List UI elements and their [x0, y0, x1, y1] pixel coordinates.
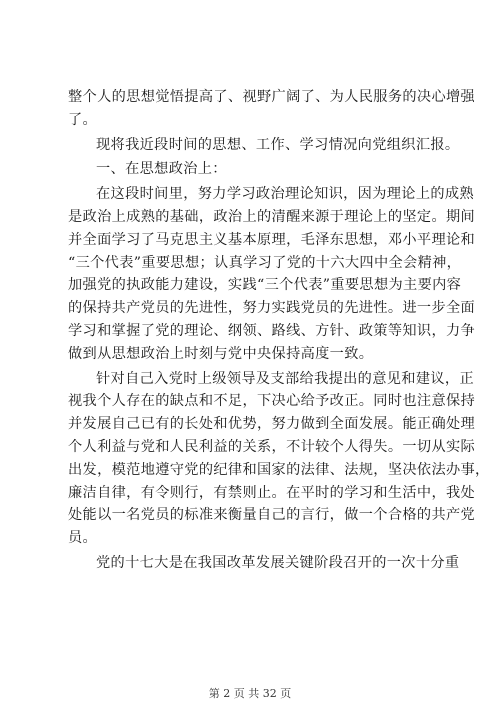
text-line: 视我个人存在的缺点和不足，下决心给予改正。同时也注意保持 [68, 393, 476, 410]
text-line: 并全面学习了马克思主义基本原理，毛泽东思想，邓小平理论和 [68, 231, 476, 248]
text-line: 员。 [68, 530, 98, 547]
paragraph-2 [68, 134, 460, 157]
text-line: “三个代表”重要思想；认真学习了党的十六大四中全会精神， [68, 254, 462, 271]
text-line: 整个人的思想觉悟提高了、视野广阔了、为人民服务的决心增强 [68, 89, 476, 105]
paragraph-6 [68, 552, 460, 575]
text-line: 做到从思想政治上时刻与党中央保持高度一致。 [68, 345, 374, 362]
paragraph-1 [68, 86, 476, 132]
text-line: 是政治上成熟的基础，政治上的清醒来源于理论上的坚定。期间 [68, 208, 476, 225]
text-line: 在这段时间里，努力学习政治理论知识，因为理论上的成熟 [96, 186, 474, 203]
text-line: 一、在思想政治上： [96, 161, 227, 178]
text-line: 廉洁自律，有令则行，有禁则止。在平时的学习和生活中，我处 [68, 484, 476, 501]
page-number-footer: 第 2 页 共 32 页 [208, 687, 292, 700]
text-line: 的保持共产党员的先进性，努力实践党员的先进性。进一步全面 [68, 300, 476, 317]
text-line: 了。 [68, 111, 98, 128]
text-line: 个人利益与党和人民利益的关系，不计较个人得失。一切从实际 [68, 438, 476, 455]
section-heading [68, 158, 434, 181]
text-line: 处能以一名党员的标准来衡量自己的言行，做一个合格的共产党 [68, 507, 476, 524]
paragraph-5 [68, 368, 490, 550]
text-line: 现将我近段时间的思想、工作、学习情况向党组织汇报。 [96, 136, 460, 153]
text-line: 并发展自己已有的长处和优势，努力做到全面发展。能正确处理 [68, 416, 476, 433]
text-line: 针对自己入党时上级领导及支部给我提出的意见和建议，正 [96, 370, 474, 387]
text-line: 学习和掌握了党的理论、纲领、路线、方针、政策等知识，力争 [68, 322, 476, 339]
text-line: 加强党的执政能力建设，实践“三个代表”重要思想为主要内容 [68, 277, 462, 294]
paragraph-4 [68, 183, 476, 365]
document-body [68, 86, 490, 577]
text-line: 党的十七大是在我国改革发展关键阶段召开的一次十分重 [96, 554, 460, 571]
text-line: 出发，模范地遵守党的纪律和国家的法律、法规，坚决依法办事， [68, 461, 490, 478]
